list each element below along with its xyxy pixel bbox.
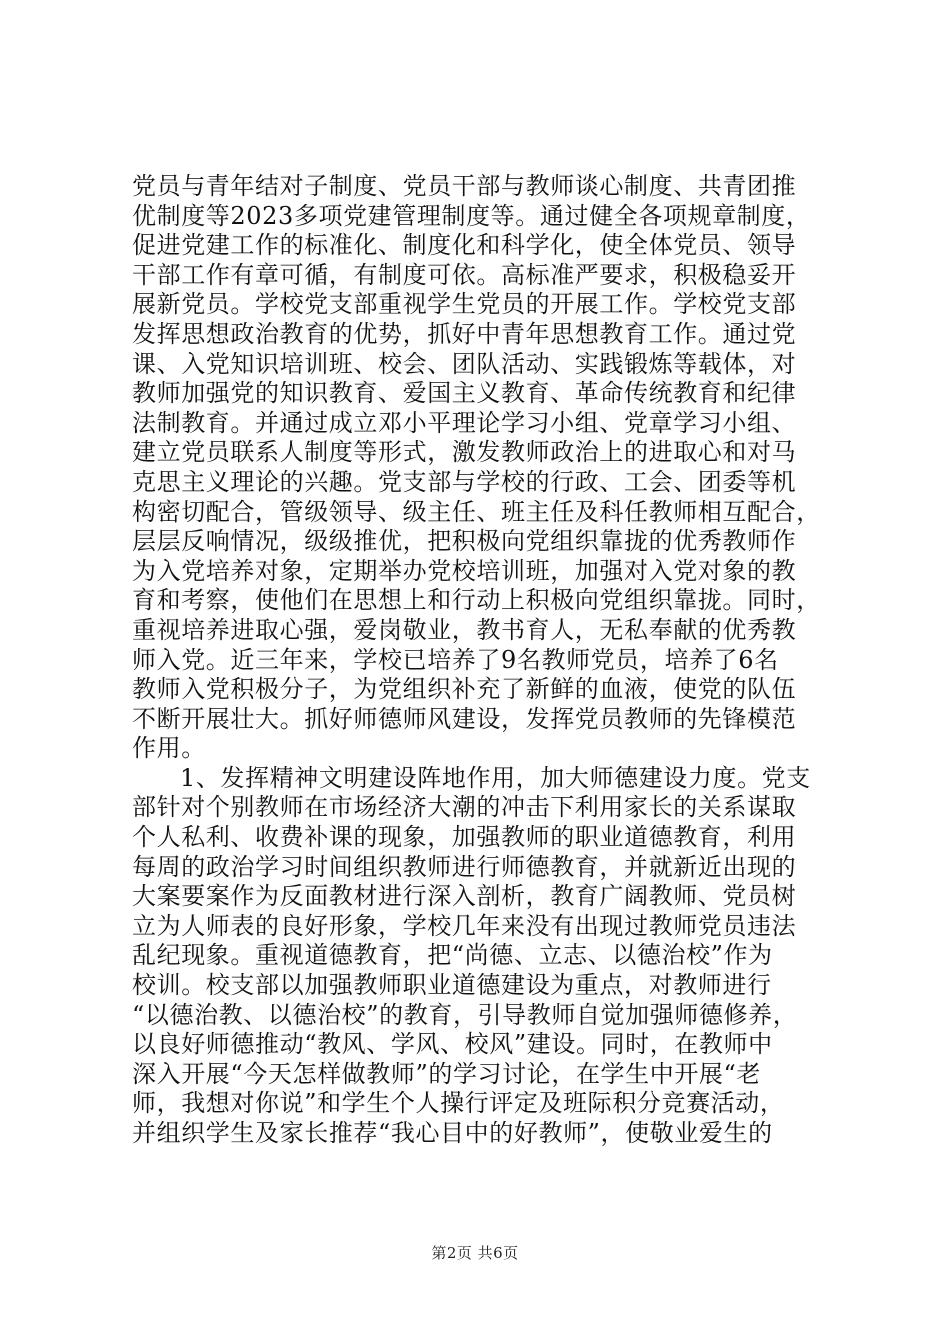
- text-line: 每周的政治学习时间组织教师进行师德教育，并就新近出现的: [132, 852, 797, 881]
- page-footer: [0, 1242, 950, 1263]
- text-line: 构密切配合，管级领导、级主任、班主任及科任教师相互配合，: [132, 497, 821, 526]
- text-line: 建立党员联系人制度等形式，激发教师政治上的进取心和对马: [132, 438, 797, 467]
- page-number-label: 第2页 共6页: [431, 1244, 519, 1262]
- text-line: 展新党员。学校党支部重视学生党员的开展工作。学校党支部: [132, 290, 797, 319]
- text-line: 作用。: [132, 734, 206, 763]
- text-line: 克思主义理论的兴趣。党支部与学校的行政、工会、团委等机: [132, 467, 797, 496]
- text-line: 师，我想对你说”和学生个人操行评定及班际积分竞赛活动，: [132, 1089, 785, 1118]
- text-line: 乱纪现象。重视道德教育，把“尚德、立志、以德治校”作为: [132, 941, 773, 970]
- text-line: 部针对个别教师在市场经济大潮的冲击下利用家长的关系谋取: [132, 793, 797, 822]
- text-line: “以德治教、以德治校”的教育，引导教师自觉加强师德修养，: [132, 1000, 798, 1029]
- text-line: 法制教育。并通过成立邓小平理论学习小组、党章学习小组、: [132, 408, 797, 437]
- text-line: 课、入党知识培训班、校会、团队活动、实践锻炼等载体，对: [132, 349, 797, 378]
- text-line: 大案要案作为反面教材进行深入剖析，教育广阔教师、党员树: [132, 882, 797, 911]
- text-line: 重视培养进取心强，爱岗敬业，教书育人，无私奉献的优秀教: [132, 615, 797, 644]
- text-line: 教师加强党的知识教育、爱国主义教育、革命传统教育和纪律: [132, 379, 797, 408]
- body-text: [132, 172, 832, 1149]
- text-line: 发挥思想政治教育的优势，抓好中青年思想教育工作。通过党: [132, 319, 797, 348]
- text-line: 师入党。近三年来，学校已培养了9名教师党员，培养了6名: [132, 645, 779, 674]
- text-line: 以良好师德推动“教风、学风、校风”建设。同时，在教师中: [132, 1030, 773, 1059]
- text-line: 层层反响情况，级级推优，把积极向党组织靠拢的优秀教师作: [132, 527, 797, 556]
- text-line: 育和考察，使他们在思想上和行动上积极向党组织靠拢。同时，: [132, 586, 821, 615]
- paragraph-start-line: 1、发挥精神文明建设阵地作用，加大师德建设力度。党支: [180, 763, 811, 792]
- text-line: 为入党培养对象，定期举办党校培训班，加强对入党对象的教: [132, 556, 797, 585]
- text-line: 个人私利、收费补课的现象，加强教师的职业道德教育，利用: [132, 823, 797, 852]
- text-line: 促进党建工作的标准化、制度化和科学化，使全体党员、领导: [132, 231, 797, 260]
- text-line: 深入开展“今天怎样做教师”的学习讨论，在学生中开展“老: [132, 1059, 762, 1088]
- text-line: 干部工作有章可循，有制度可依。高标准严要求，积极稳妥开: [132, 260, 797, 289]
- text-line: 党员与青年结对子制度、党员干部与教师谈心制度、共青团推: [132, 172, 797, 200]
- text-line: 不断开展壮大。抓好师德师风建设，发挥党员教师的先锋模范: [132, 704, 797, 733]
- text-line: 教师入党积极分子，为党组织补充了新鲜的血液，使党的队伍: [132, 675, 797, 704]
- text-line: 优制度等2023多项党建管理制度等。通过健全各项规章制度，: [132, 201, 811, 230]
- text-line: 并组织学生及家长推荐“我心目中的好教师”，使敬业爱生的: [132, 1119, 773, 1147]
- text-line: 立为人师表的良好形象，学校几年来没有出现过教师党员违法: [132, 911, 797, 940]
- text-line: 校训。校支部以加强教师职业道德建设为重点，对教师进行: [132, 971, 772, 1000]
